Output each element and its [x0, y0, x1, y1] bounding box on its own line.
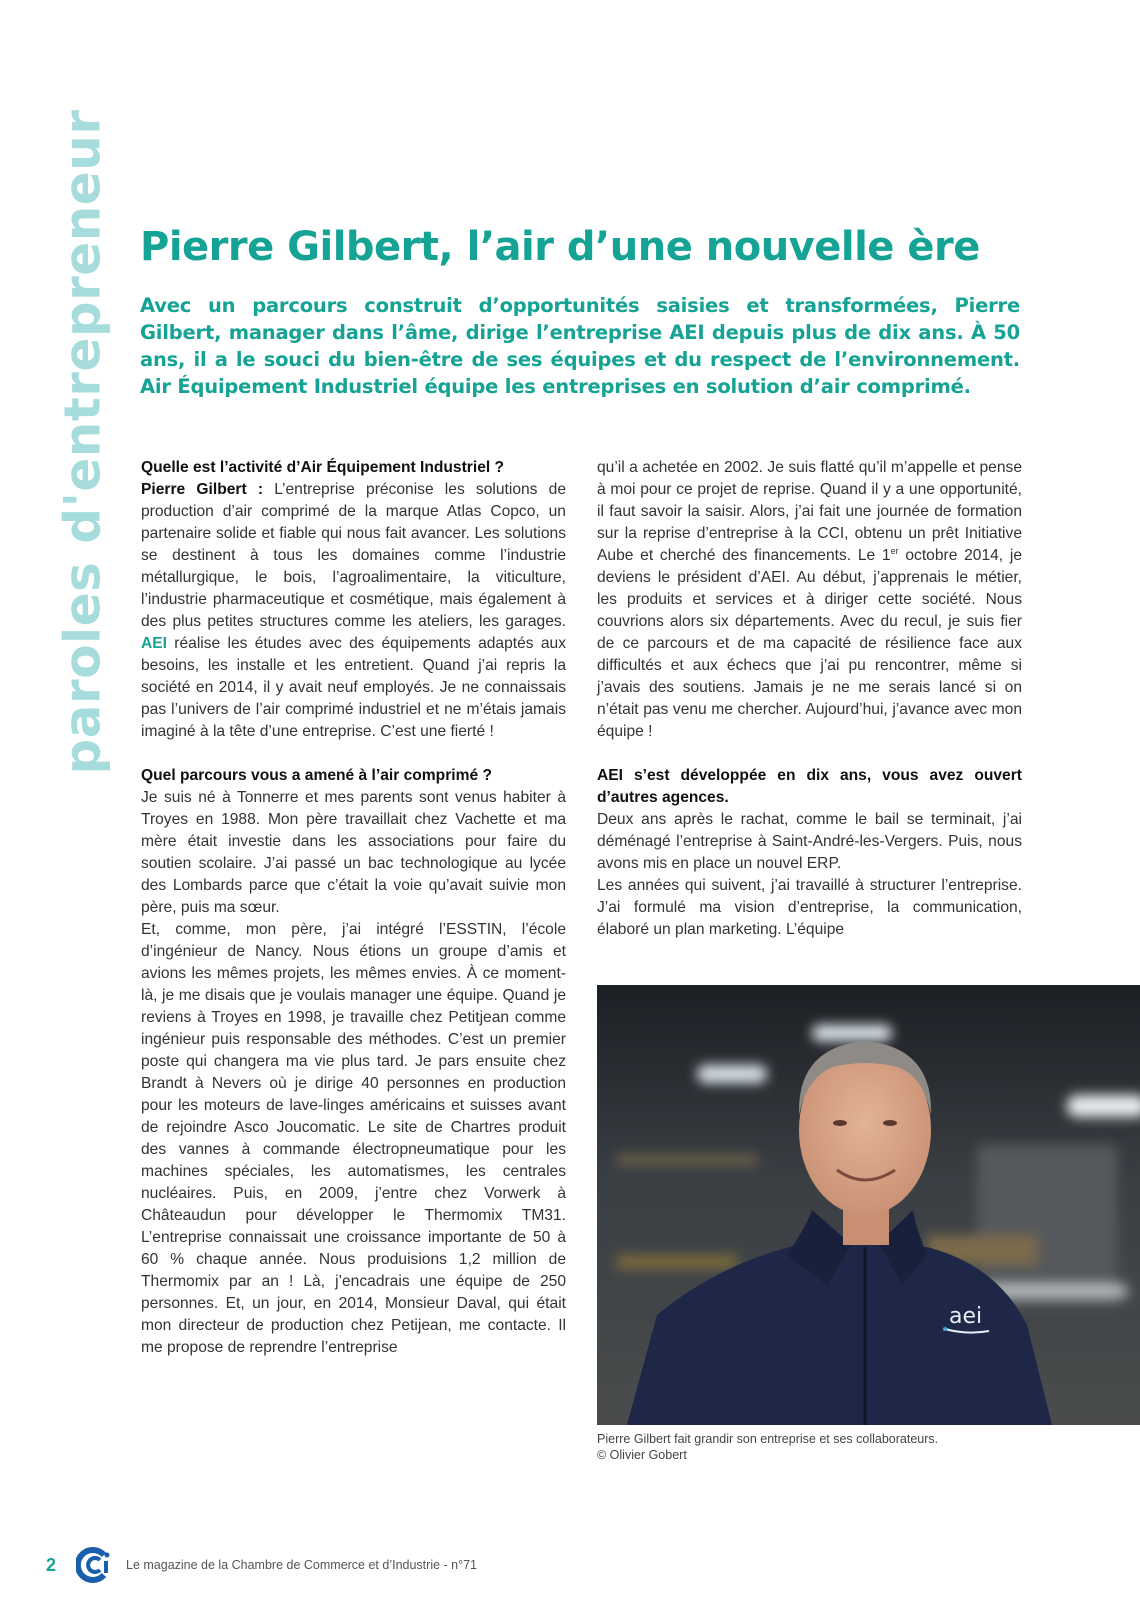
article-title: Pierre Gilbert, l’air d’une nouvelle ère: [140, 224, 980, 270]
cci-logo-icon: [76, 1547, 112, 1583]
section-label-text: paroles d'entrepreneur: [53, 109, 111, 775]
answer-1-text-b: réalise les études avec des équipements adaptés aux besoins, les installe et les entretient. Quand j’ai repris la société en 2014, il y avait neuf employés. Je ne connaissais pas l’univers de l’air comprimé industriel et ne m’étais jamais imaginé à la tête d’une entreprise. C’est une fierté !: [141, 635, 566, 740]
photo-caption: [597, 1431, 1027, 1463]
question-2: Quel parcours vous a amené à l’air comprimé ?: [141, 767, 492, 784]
page-footer: [46, 1545, 477, 1585]
spacer: [597, 743, 1022, 765]
column-left: [141, 457, 566, 1359]
question-1: Quelle est l’activité d’Air Équipement Industriel ?: [141, 459, 505, 476]
answer-1-text-a: L’entreprise préconise les solutions de production d’air comprimé de la marque Atlas Copco, un partenaire solide et fiable qui nous fait avancer. Les solutions se destinent à tous les domaines comme l’industrie métallurgique, le bois, l’agroalimentaire, la viticulture, l’industrie pharmaceutique et cosmétique, mais également à des plus petites structures comme les ateliers, les garages.: [141, 481, 567, 630]
answer-2-paragraph-2: Et, comme, mon père, j’ai intégré l’ESSTIN, l’école d’ingénieur de Nancy. Nous étions un groupe d’amis et avions les mêmes projets, les mêmes envies. À ce moment-là, je me disais que je voulais manager une équipe. Quand je reviens à Troyes en 1998, je travaille chez Petitjean comme ingénieur puis responsable des méthodes. C’est un premier poste qui changera ma vie plus tard. Je pars ensuite chez Brandt à Nevers où je dirige 40 personnes en production pour les moteurs de lave-linges américains et suisses avant de rejoindre Asco Joucomatic. Le site de Chartres produit des vannes à commande électropneumatique pour les machines spéciales, les automatismes, les centrales nucléaires. Puis, en 2009, j’entre chez Vorwerk à Châteaudun pour développer le Thermomix TM31. L’entreprise connaissait une croissance importante de 50 à 60 % chaque année. Nous produisions 1,2 million de Thermomix par an ! Là, j’encadrais une équipe de 250 personnes. Et, un jour, en 2014, Monsieur Daval, qui était mon directeur de production chez Petijean, me contacte. Il me propose de reprendre l’entreprise: [141, 921, 566, 1356]
answer-2-cont-text-a: qu’il a achetée en 2002. Je suis flatté qu’il m’appelle et pense à moi pour ce projet de reprise. Quand il y a une opportunité, il faut savoir la saisir. Alors, j’ai fait une journée de formation sur la reprise d’entreprise à la CCI, obtenu un prêt Initiative Aube et cherché des financements. Le 1: [597, 459, 1022, 564]
spacer: [141, 743, 566, 765]
answer-1: [141, 479, 566, 743]
answer-2-continued: [597, 457, 1022, 743]
caption-text: Pierre Gilbert fait grandir son entreprise et ses collaborateurs.: [597, 1432, 939, 1446]
answer-2-paragraph-1: Je suis né à Tonnerre et mes parents sont venus habiter à Troyes en 1988. Mon père travaillait chez Vachette et ma mère était investie dans les associations pour faire du soutien scolaire. J’ai passé un bac technologique au lycée des Lombards parce que c’était la voie qu’avait suivie mon père, puis ma sœur.: [141, 789, 566, 916]
photo-credit: © Olivier Gobert: [597, 1448, 687, 1462]
section-label: [52, 109, 112, 775]
magazine-name: Le magazine de la Chambre de Commerce et d’Industrie - n°71: [126, 1558, 478, 1572]
portrait-photo: [597, 985, 1140, 1425]
question-3: AEI s’est développée en dix ans, vous avez ouvert d’autres agences.: [597, 767, 1022, 806]
article-lede: Avec un parcours construit d’opportunités saisies et transformées, Pierre Gilbert, manager dans l’âme, dirige l’entreprise AEI depuis plus de dix ans. À 50 ans, il a le souci du bien-être de ses équipes et du respect de l’environnement. Air Équipement Industriel équipe les entreprises en solution d’air comprimé.: [140, 294, 1020, 398]
portrait-illustration: [597, 985, 1140, 1425]
aei-logo-text: aei: [949, 1304, 983, 1329]
answer-2-cont-text-b: octobre 2014, je deviens le président d’AEI. Au début, j’apprenais le métier, les produits et services et à diriger cette société. Nous couvrions alors six départements. Avec du recul, je suis fier de ce parcours et de ma capacité de résilience face aux difficultés et aux échecs que j’ai pu rencontrer, même si j’avais des soutiens. Jamais je ne me serais lancé si on n’était pas venu me chercher. Aujourd’hui, j’avance avec mon équipe !: [597, 547, 1023, 740]
speaker-label: Pierre Gilbert :: [141, 481, 264, 498]
right-eye: [883, 1120, 897, 1126]
answer-3-paragraph-2: Les années qui suivent, j’ai travaillé à structurer l’entreprise. J’ai formulé ma vision d’entreprise, la communication, élaboré un plan marketing. L’équipe: [597, 877, 1022, 938]
aei-highlight: AEI: [141, 635, 167, 652]
page-number: 2: [46, 1554, 57, 1575]
jacket-logo: [943, 1304, 989, 1333]
column-right: [597, 457, 1022, 941]
ordinal-sup: er: [890, 545, 899, 556]
left-eye: [833, 1120, 847, 1126]
answer-3-paragraph-1: Deux ans après le rachat, comme le bail se terminait, j’ai déménagé l’entreprise à Saint-André-les-Vergers. Puis, nous avons mis en place un nouvel ERP.: [597, 811, 1022, 872]
